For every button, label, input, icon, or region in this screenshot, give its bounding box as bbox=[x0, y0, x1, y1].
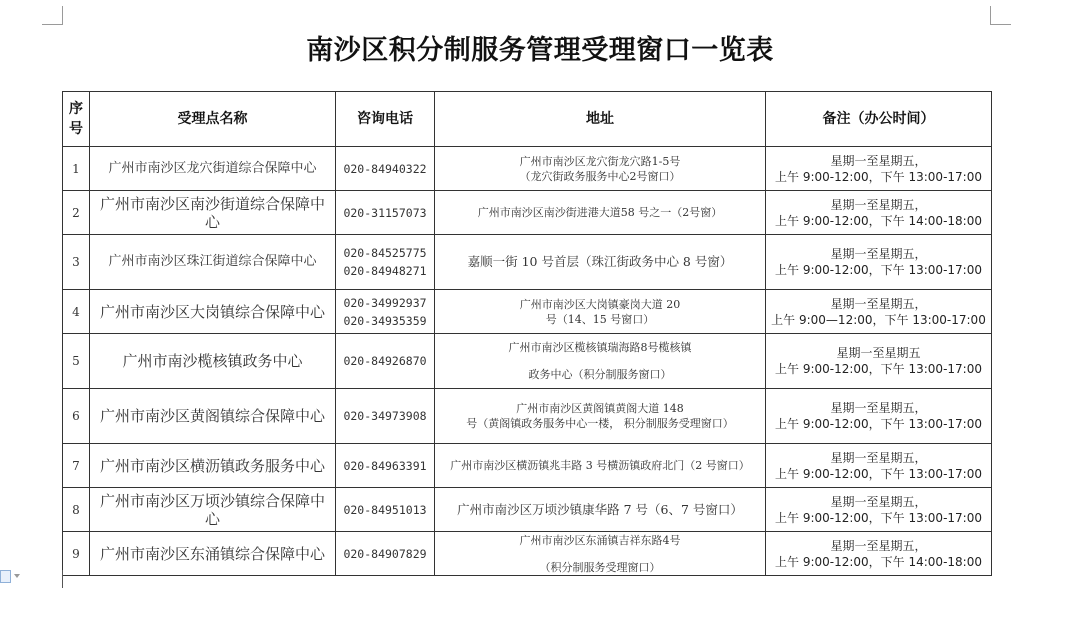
service-point-name: 广州市南沙区东涌镇综合保障中心 bbox=[90, 532, 336, 576]
table-row bbox=[63, 191, 992, 235]
address-cell bbox=[435, 191, 766, 235]
address-cell bbox=[435, 147, 766, 191]
phone-number: 020-84963391 bbox=[343, 458, 427, 473]
office-hours-line: 上午 9:00—12:00，下午 13:00-17:00 bbox=[771, 312, 986, 327]
phone-cell bbox=[336, 488, 435, 532]
row-number: 3 bbox=[63, 235, 90, 290]
phone-number: 020-34992937 bbox=[343, 295, 427, 310]
office-hours-line: 星期一至星期五， bbox=[830, 197, 927, 212]
office-hours-line: 星期一至星期五， bbox=[830, 296, 927, 311]
address-line: 广州市南沙区黄阁镇黄阁大道 148 bbox=[516, 402, 684, 415]
office-hours-line: 星期一至星期五， bbox=[830, 450, 927, 465]
phone-number: 020-84940322 bbox=[343, 161, 427, 176]
office-hours-cell bbox=[766, 444, 992, 488]
phone-cell bbox=[336, 290, 435, 334]
address-line: 广州市南沙区南沙街进港大道58 号之一（2号窗） bbox=[477, 206, 723, 219]
office-hours-line: 星期一至星期五 bbox=[836, 346, 921, 360]
phone-number: 020-84948271 bbox=[343, 264, 427, 278]
table-row bbox=[63, 532, 992, 576]
page-corner-mark-right bbox=[990, 6, 1011, 25]
phone-cell bbox=[336, 147, 435, 191]
office-hours-line: 上午 9:00-12:00，下午 13:00-17:00 bbox=[775, 417, 982, 431]
office-hours-cell bbox=[766, 488, 992, 532]
document-title: 南沙区积分制服务管理受理窗口一览表 bbox=[306, 35, 774, 66]
office-hours-line: 星期一至星期五， bbox=[830, 153, 927, 168]
service-window-table bbox=[62, 91, 992, 576]
phone-cell bbox=[336, 389, 435, 444]
service-point-name: 广州市南沙区南沙街道综合保障中心 bbox=[90, 191, 336, 235]
office-hours-cell bbox=[766, 532, 992, 576]
service-point-name: 广州市南沙榄核镇政务中心 bbox=[90, 334, 336, 389]
phone-number: 020-84926870 bbox=[343, 354, 427, 368]
address-line: 号（14、15 号窗口） bbox=[545, 312, 655, 326]
phone-number: 020-84525775 bbox=[343, 246, 427, 260]
address-line: 广州市南沙区大岗镇豪岗大道 20 bbox=[519, 297, 681, 311]
phone-cell bbox=[336, 444, 435, 488]
service-point-name: 广州市南沙区大岗镇综合保障中心 bbox=[90, 290, 336, 334]
office-hours-line: 星期一至星期五， bbox=[830, 538, 927, 553]
phone-cell bbox=[336, 191, 435, 235]
phone-cell bbox=[336, 532, 435, 576]
office-hours-line: 上午 9:00-12:00，下午 13:00-17:00 bbox=[775, 466, 982, 481]
address-cell bbox=[435, 488, 766, 532]
address-cell bbox=[435, 389, 766, 444]
header-address: 地址 bbox=[435, 92, 766, 147]
phone-number: 020-84907829 bbox=[343, 546, 427, 561]
margin-line bbox=[62, 570, 63, 588]
page-corner-mark-left bbox=[42, 6, 63, 25]
table-row bbox=[63, 290, 992, 334]
header-no: 序号 bbox=[63, 92, 90, 147]
service-point-name: 广州市南沙区横沥镇政务服务中心 bbox=[90, 444, 336, 488]
document-icon[interactable] bbox=[0, 570, 11, 583]
header-name: 受理点名称 bbox=[90, 92, 336, 147]
office-hours-line: 上午 9:00-12:00，下午 14:00-18:00 bbox=[775, 554, 982, 569]
table-row bbox=[63, 389, 992, 444]
phone-number: 020-84951013 bbox=[343, 502, 427, 517]
address-line: 广州市南沙区东涌镇吉祥东路4号 bbox=[519, 533, 681, 547]
service-point-name: 广州市南沙区黄阁镇综合保障中心 bbox=[90, 389, 336, 444]
table-row bbox=[63, 147, 992, 191]
office-hours-line: 星期一至星期五， bbox=[830, 494, 927, 509]
office-hours-line: 星期一至星期五， bbox=[830, 401, 927, 415]
address-line: 广州市南沙区横沥镇兆丰路 3 号横沥镇政府北门（2 号窗口） bbox=[450, 459, 750, 472]
row-number: 5 bbox=[63, 334, 90, 389]
header-phone: 咨询电话 bbox=[336, 92, 435, 147]
phone-number: 020-31157073 bbox=[343, 205, 427, 220]
table-row bbox=[63, 444, 992, 488]
office-hours-line: 上午 9:00-12:00，下午 13:00-17:00 bbox=[775, 169, 982, 184]
row-number: 1 bbox=[63, 147, 90, 191]
row-number: 2 bbox=[63, 191, 90, 235]
table-row bbox=[63, 488, 992, 532]
address-cell bbox=[435, 290, 766, 334]
office-hours-line: 上午 9:00-12:00，下午 14:00-18:00 bbox=[775, 213, 982, 228]
table-header-row bbox=[63, 92, 992, 147]
address-line: （龙穴街政务服务中心2号窗口） bbox=[519, 169, 681, 183]
service-point-name: 广州市南沙区珠江街道综合保障中心 bbox=[90, 235, 336, 290]
office-hours-cell bbox=[766, 290, 992, 334]
address-line: 号（黄阁镇政务服务中心一楼， 积分制服务受理窗口） bbox=[466, 417, 734, 430]
address-cell bbox=[435, 532, 766, 576]
address-line: 政务中心（积分制服务窗口） bbox=[528, 368, 672, 381]
phone-cell bbox=[336, 235, 435, 290]
row-number: 6 bbox=[63, 389, 90, 444]
phone-number: 020-34935359 bbox=[343, 313, 427, 328]
office-hours-cell bbox=[766, 191, 992, 235]
address-line: 嘉顺一街 10 号首层（珠江街政务中心 8 号窗） bbox=[467, 254, 733, 269]
address-cell bbox=[435, 235, 766, 290]
office-hours-cell bbox=[766, 334, 992, 389]
chevron-down-icon[interactable] bbox=[14, 574, 20, 578]
row-number: 7 bbox=[63, 444, 90, 488]
header-note: 备注（办公时间） bbox=[766, 92, 992, 147]
address-line: （积分制服务受理窗口） bbox=[539, 560, 661, 574]
row-number: 9 bbox=[63, 532, 90, 576]
phone-cell bbox=[336, 334, 435, 389]
office-hours-line: 上午 9:00-12:00，下午 13:00-17:00 bbox=[775, 362, 982, 376]
table-row bbox=[63, 334, 992, 389]
address-line: 广州市南沙区万顷沙镇康华路 7 号（6、7 号窗口） bbox=[457, 501, 743, 517]
office-hours-line: 上午 9:00-12:00，下午 13:00-17:00 bbox=[775, 510, 982, 525]
row-number: 8 bbox=[63, 488, 90, 532]
office-hours-line: 星期一至星期五， bbox=[830, 247, 927, 261]
office-hours-cell bbox=[766, 235, 992, 290]
office-hours-cell bbox=[766, 147, 992, 191]
address-line: 广州市南沙区龙穴街龙穴路1-5号 bbox=[519, 154, 681, 168]
address-cell bbox=[435, 444, 766, 488]
table-row bbox=[63, 235, 992, 290]
row-number: 4 bbox=[63, 290, 90, 334]
service-point-name: 广州市南沙区万顷沙镇综合保障中心 bbox=[90, 488, 336, 532]
address-cell bbox=[435, 334, 766, 389]
service-point-name: 广州市南沙区龙穴街道综合保障中心 bbox=[90, 147, 336, 191]
office-hours-cell bbox=[766, 389, 992, 444]
address-line: 广州市南沙区榄核镇瑞海路8号榄核镇 bbox=[508, 341, 692, 354]
office-hours-line: 上午 9:00-12:00，下午 13:00-17:00 bbox=[775, 263, 982, 277]
phone-number: 020-34973908 bbox=[343, 409, 427, 423]
